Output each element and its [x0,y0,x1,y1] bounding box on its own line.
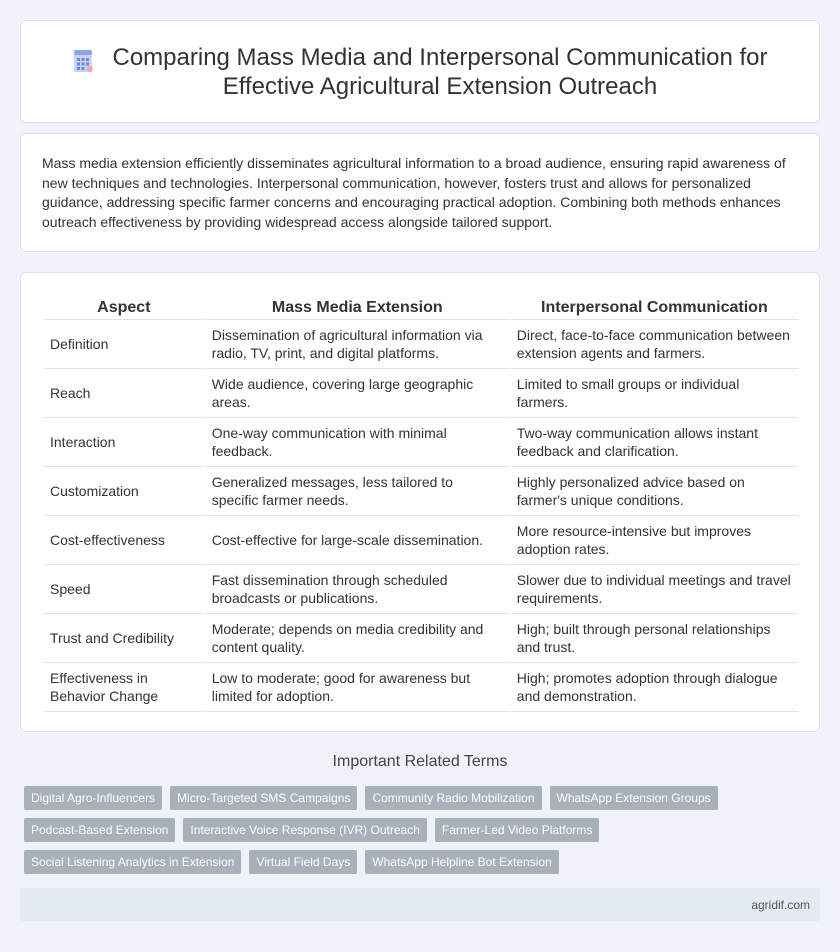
aspect-cell: Cost-effectiveness [44,516,204,565]
column-header: Mass Media Extension [206,295,509,320]
related-terms-title: Important Related Terms [332,753,508,770]
tag-row [24,818,744,842]
column-header: Aspect [44,295,204,320]
table-row [44,565,798,614]
mass-media-cell: Moderate; depends on media credibility and content quality. [206,614,509,663]
mass-media-cell: Cost-effective for large-scale dissemination. [206,516,509,565]
table-row [44,467,798,516]
header-card [20,20,820,123]
table-row [44,516,798,565]
mass-media-cell: One-way communication with minimal feedback. [206,418,509,467]
table-row [44,614,798,663]
interpersonal-cell: Highly personalized advice based on farmer's unique conditions. [511,467,798,516]
interpersonal-cell: More resource-intensive but improves adoption rates. [511,516,798,565]
column-header: Interpersonal Communication [511,295,798,320]
mass-media-cell: Wide audience, covering large geographic areas. [206,369,509,418]
table-row [44,369,798,418]
footer-site-link[interactable]: agridif.com [751,898,810,912]
table-row [44,418,798,467]
table-header-row [44,295,798,320]
tag-row [24,786,744,810]
related-term-tag[interactable]: Podcast-Based Extension [24,818,175,842]
mass-media-cell: Low to moderate; good for awareness but limited for adoption. [206,663,509,712]
mass-media-cell: Dissemination of agricultural information via radio, TV, print, and digital platforms. [206,320,509,369]
aspect-cell: Customization [44,467,204,516]
footer [20,888,820,921]
interpersonal-cell: Slower due to individual meetings and travel requirements. [511,565,798,614]
comparison-table [42,295,800,712]
page-title: Comparing Mass Media and Interpersonal Communication for Effective Agricultural Extension Outreach [112,44,768,100]
related-term-tag[interactable]: Community Radio Mobilization [365,786,541,810]
mass-media-cell: Fast dissemination through scheduled broadcasts or publications. [206,565,509,614]
related-term-tag[interactable]: WhatsApp Helpline Bot Extension [365,850,558,874]
related-term-tag[interactable]: Virtual Field Days [249,850,357,874]
interpersonal-cell: High; built through personal relationships and trust. [511,614,798,663]
aspect-cell: Definition [44,320,204,369]
comparison-table-card [20,272,820,732]
tag-row [24,850,744,874]
related-term-tag[interactable]: Farmer-Led Video Platforms [435,818,600,842]
intro-paragraph: Mass media extension efficiently disseminates agricultural information to a broad audience, ensuring rapid awareness of new techniques and technologies. Interpersonal communication, however, fosters trust and allows for personalized guidance, addressing specific farmer concerns and encouraging practical adoption. Combining both methods enhances outreach effectiveness by providing widespread access alongside tailored support. [42,155,786,230]
mass-media-cell: Generalized messages, less tailored to specific farmer needs. [206,467,509,516]
table-row [44,663,798,712]
interpersonal-cell: Two-way communication allows instant feedback and clarification. [511,418,798,467]
interpersonal-cell: Limited to small groups or individual farmers. [511,369,798,418]
table-row [44,320,798,369]
aspect-cell: Speed [44,565,204,614]
related-term-tag[interactable]: Digital Agro-Influencers [24,786,162,810]
related-term-tag[interactable]: Social Listening Analytics in Extension [24,850,241,874]
related-term-tag[interactable]: WhatsApp Extension Groups [550,786,718,810]
interpersonal-cell: High; promotes adoption through dialogue and demonstration. [511,663,798,712]
aspect-cell: Effectiveness in Behavior Change [44,663,204,712]
related-term-tag[interactable]: Micro-Targeted SMS Campaigns [170,786,357,810]
related-term-tag[interactable]: Interactive Voice Response (IVR) Outreach [183,818,426,842]
related-terms-tags [24,786,744,882]
aspect-cell: Trust and Credibility [44,614,204,663]
intro-card [20,133,820,252]
aspect-cell: Reach [44,369,204,418]
interpersonal-cell: Direct, face-to-face communication between extension agents and farmers. [511,320,798,369]
aspect-cell: Interaction [44,418,204,467]
